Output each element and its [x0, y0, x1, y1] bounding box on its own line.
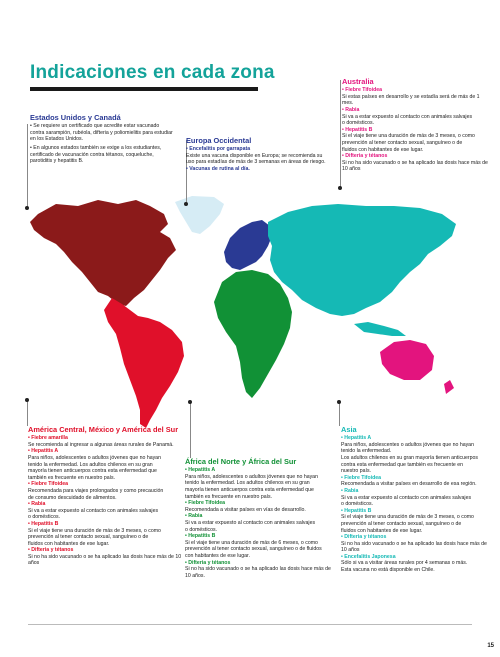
asia-item-title: • Encefalitis Japonesa: [341, 553, 396, 560]
marker-central: [25, 398, 29, 402]
usa-line: contra sarampión, rubéola, difteria y poliomielitis para estudiar: [30, 129, 173, 136]
region-asia-heading: Asia: [341, 425, 357, 434]
europe-item-text: Existe una vacuna disponible en Europa; se recomienda su: [186, 152, 323, 159]
asia-item-text: nuestro país.: [341, 468, 371, 475]
central-item-text: también es frecuente en nuestro país.: [28, 474, 116, 481]
page-title: Indicaciones en cada zona: [30, 62, 275, 83]
africa-item-title: • Rabia: [185, 513, 203, 520]
asia-item-text: Si va a estar expuesto al contacto con animales salvajes: [341, 494, 472, 501]
asia-item-text: Esta vacuna no está disponible en Chile.: [341, 567, 435, 574]
africa-item-text: mayoría tienen anticuerpos contra esta enfermedad que: [185, 486, 314, 493]
asia-item-text: Si no ha sido vacunado o se ha aplicado las dosis hace más de 10 años: [341, 540, 487, 554]
greenland-shape: [175, 196, 224, 234]
asia-item-title: • Fiebre Tifoidea: [341, 474, 382, 481]
central-item-text: prevención al tener contacto sexual, sanguíneo o de: [28, 534, 149, 541]
europe-shape: [224, 220, 272, 270]
europe-item-title: • Vacunas de rutina al día.: [186, 165, 250, 172]
central-item-text: Recomendada para viajes prolongados y como precaución: [28, 487, 164, 494]
central-item-text: o domésticos.: [28, 514, 61, 521]
africa-item-text: Para niños, adolescentes o adultos jóvenes que no hayan: [185, 473, 318, 480]
africa-item-title: • Hepatitis B: [185, 533, 216, 540]
asia-item-text: Sólo si va a visitar áreas rurales por 4 semanas o más.: [341, 560, 468, 567]
central-item-title: • Difteria y tétanos: [28, 547, 74, 554]
central-item-text: Si va a estar expuesto al contacto con animales salvajes: [28, 507, 159, 514]
europe-item-text: uso para estadías de más de 3 semanas en áreas de riesgo.: [186, 159, 326, 166]
africa-item-text: Si el viaje tiene una duración de más de 6 meses, o como: [185, 539, 318, 546]
australia-item-title: • Fiebre Tifoidea: [342, 87, 383, 94]
region-australia: [342, 78, 492, 173]
africa-item-title: • Fiebre Tifoidea: [185, 500, 226, 507]
region-usa: [30, 114, 180, 165]
asia-item-title: • Rabia: [341, 487, 359, 494]
australia-item-text: o domésticos.: [342, 120, 375, 127]
marker-europe: [184, 202, 188, 206]
usa-line: en los Estados Unidos.: [30, 136, 84, 143]
asia-item-text: Para niños, adolescentes o adultos jóvenes que no hayan: [341, 441, 474, 448]
asia-item-text: tenido la enfermedad.: [341, 448, 392, 455]
central-item-text: mayoría tienen anticuerpos contra esta enfermedad que: [28, 468, 157, 475]
africa-item-text: o domésticos.: [185, 526, 218, 533]
australia-item-title: • Hepatitis B: [342, 126, 373, 133]
connector-central: [27, 400, 28, 426]
asia-item-title: • Difteria y tétanos: [341, 534, 387, 541]
central-item-title: • Fiebre amarilla: [28, 435, 68, 442]
north-america-shape: [30, 200, 176, 306]
region-africa: [185, 458, 333, 579]
connector-usa: [27, 124, 28, 208]
region-australia-heading: Australia: [342, 77, 374, 86]
usa-line: parotiditis y hepatitis B.: [30, 158, 84, 165]
asia-item-text: prevención al tener contacto sexual, sanguíneo o de: [341, 520, 462, 527]
africa-item-text: también es frecuente en nuestro país.: [185, 493, 273, 500]
australia-item-title: • Rabia: [342, 106, 360, 113]
region-central-america: [28, 426, 182, 567]
africa-item-text: tenido la enfermedad. Los adultos chilenos en su gran: [185, 480, 310, 487]
asia-shape: [268, 204, 456, 316]
usa-line: • En algunos estados también se exige a los estudiantes,: [30, 144, 162, 151]
central-item-title: • Hepatitis B: [28, 520, 59, 527]
asia-item-text: o domésticos.: [341, 501, 374, 508]
central-item-title: • Fiebre Tifoidea: [28, 481, 69, 488]
australia-item-title: • Difteria y tétanos: [342, 153, 388, 160]
australia-shape: [380, 340, 434, 380]
usa-line: • Se requiere un certificado que acredite estar vacunado: [30, 123, 160, 130]
asia-item-text: fluidos con habitantes de ese lugar.: [341, 527, 423, 534]
africa-shape: [214, 270, 292, 398]
indonesia-shape: [354, 322, 406, 336]
africa-item-text: Si no ha sido vacunado o se ha aplicado las dosis hace más de 10 años.: [185, 566, 331, 579]
europe-item-title: • Encefalitis por garrapata: [186, 146, 251, 153]
asia-item-text: contra esta enfermedad que también es frecuente en: [341, 461, 463, 468]
marker-asia: [337, 400, 341, 404]
marker-africa: [188, 400, 192, 404]
australia-item-text: Si va a estar expuesto al contacto con animales salvajes: [342, 113, 473, 120]
africa-item-title: • Hepatitis A: [185, 467, 216, 474]
region-central-heading: América Central, México y América del Sur: [28, 425, 179, 434]
central-item-text: Si el viaje tiene una duración de más de 3 meses, o como: [28, 527, 161, 534]
africa-item-text: Recomendada a visitar países en vías de desarrollo.: [185, 506, 306, 513]
region-africa-heading: África del Norte y África del Sur: [185, 457, 297, 466]
australia-item-text: Si estas países en desarrollo y se estadía será de más de 1 mes.: [342, 93, 480, 107]
africa-item-text: con habitantes de ese lugar.: [185, 552, 250, 559]
asia-item-text: Los adultos chilenos en su gran mayoría tienen anticuerpos: [341, 454, 478, 461]
central-item-text: Para niños, adolescentes o adultos jóvenes que no hayan: [28, 454, 161, 461]
region-europe: [186, 137, 331, 173]
australia-item-text: Si no ha sido vacunado o se ha aplicado las dosis hace más de 10 años: [342, 159, 488, 173]
asia-item-text: Si el viaje tiene una duración de más de 3 meses, o como: [341, 514, 474, 521]
south-america-shape: [104, 298, 184, 428]
usa-line: certificado de vacunación contra tétanos, coqueluche,: [30, 151, 154, 158]
asia-item-title: • Hepatitis B: [341, 507, 372, 514]
asia-item-title: • Hepatitis A: [341, 435, 372, 442]
connector-asia: [339, 402, 340, 426]
central-item-title: • Hepatitis A: [28, 448, 59, 455]
region-usa-heading: Estados Unidos y Canadá: [30, 113, 121, 122]
marker-usa: [25, 206, 29, 210]
australia-item-text: fluidos con habitantes de ese lugar.: [342, 146, 424, 153]
australia-item-text: Si el viaje tiene una duración de más de 3 meses, o como: [342, 133, 475, 140]
africa-item-text: Si va a estar expuesto al contacto con animales salvajes: [185, 519, 316, 526]
central-item-text: Si no ha sido vacunado o se ha aplicado las dosis hace más de 10 años: [28, 553, 182, 567]
central-item-text: Se recomienda al ingresar a algunas áreas rurales de Panamá.: [28, 441, 174, 448]
asia-item-text: Recomendada a visitar países en desarrollo de esa región.: [341, 481, 477, 488]
australia-item-text: prevención al tener contacto sexual, sanguíneo o de: [342, 139, 463, 146]
new-zealand-shape: [444, 380, 454, 394]
marker-australia: [338, 186, 342, 190]
region-asia: [341, 426, 493, 574]
connector-australia: [340, 80, 341, 188]
page-number: 15: [487, 643, 494, 649]
central-item-text: tenido la enfermedad. Los adultos chilenos en su gran: [28, 461, 153, 468]
central-item-text: fluidos con habitantes de ese lugar.: [28, 540, 110, 547]
africa-item-title: • Difteria y tétanos: [185, 559, 231, 566]
africa-item-text: prevención al tener contacto sexual, sanguíneo o de fluidos: [185, 546, 322, 553]
central-item-title: • Rabia: [28, 501, 46, 508]
connector-africa: [190, 402, 191, 458]
footer-divider: [28, 624, 472, 625]
central-item-text: de consumo descuidado de alimentos.: [28, 494, 117, 501]
region-europe-heading: Europa Occidental: [186, 136, 252, 145]
